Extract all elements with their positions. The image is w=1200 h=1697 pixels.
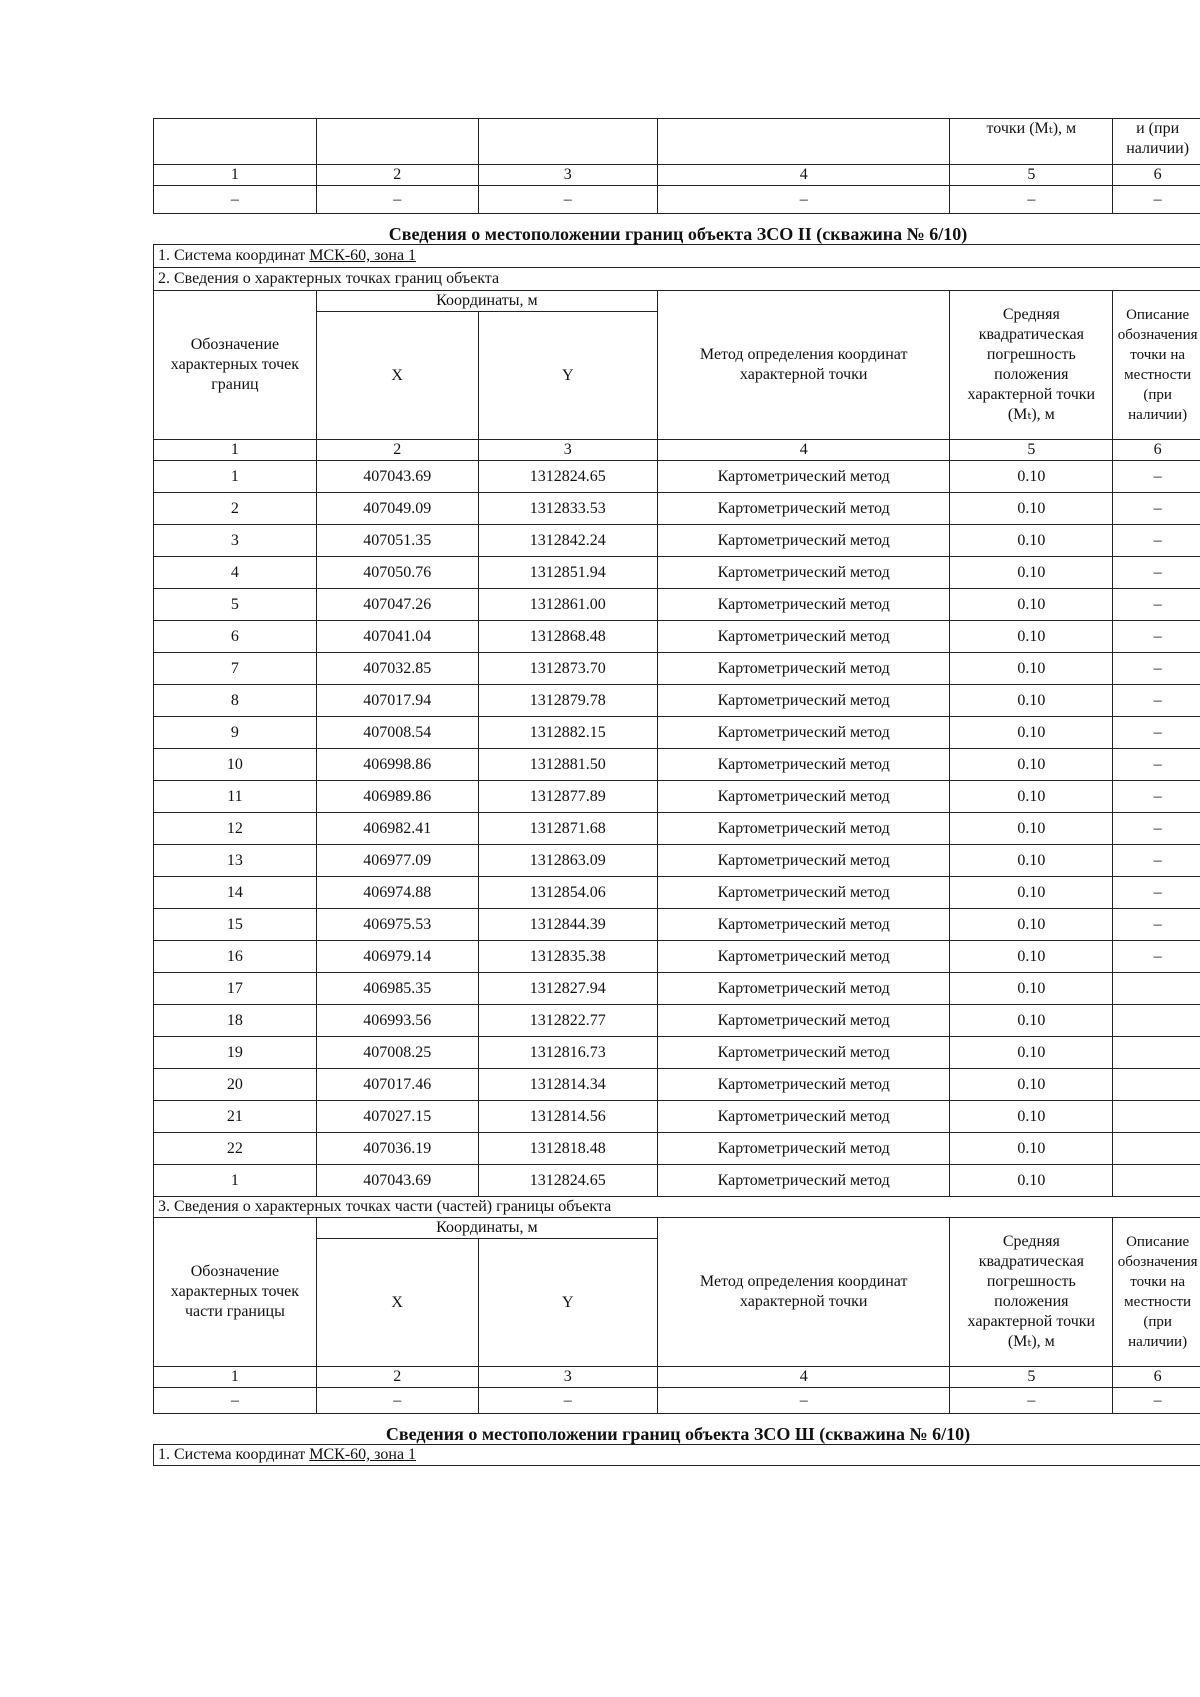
cell-method: Картометрический метод (657, 1069, 949, 1101)
cell-err: 0.10 (950, 589, 1113, 621)
cell-method: Картометрический метод (657, 845, 949, 877)
points-heading: 2. Сведения о характерных точках границ объекта (154, 268, 1200, 291)
table-row (154, 1037, 1200, 1069)
cell-x: 406993.56 (316, 1005, 478, 1037)
cell-y: 1312833.53 (478, 493, 657, 525)
table-row (154, 941, 1200, 973)
parts-y-header: Y (478, 1239, 657, 1367)
cell-n: 22 (154, 1133, 317, 1165)
cell-desc: – (1113, 941, 1200, 973)
cell-n: 11 (154, 781, 317, 813)
coord-system-line-zso3: 1. Система координат МСК-60, зона 1 (154, 1445, 1200, 1466)
table-row (154, 813, 1200, 845)
parts-heading: 3. Сведения о характерных точках части (частей) границы объекта (154, 1197, 1200, 1218)
table-row (154, 621, 1200, 653)
cell-x: 406975.53 (316, 909, 478, 941)
cell-y: 1312851.94 (478, 557, 657, 589)
cell-err: 0.10 (950, 1037, 1113, 1069)
cell-desc (1113, 1037, 1200, 1069)
table-row (154, 1133, 1200, 1165)
cell-err: 0.10 (950, 1005, 1113, 1037)
cell-x: 407043.69 (316, 461, 478, 493)
cell-method: Картометрический метод (657, 621, 949, 653)
cell-x: 406982.41 (316, 813, 478, 845)
cell-y: 1312822.77 (478, 1005, 657, 1037)
top-dash-row: – – – – – – (154, 186, 1200, 214)
cell-desc (1113, 1101, 1200, 1133)
cell-x: 406974.88 (316, 877, 478, 909)
parts-dash-row: – – – – – – (154, 1388, 1200, 1414)
cell-method: Картометрический метод (657, 909, 949, 941)
cell-n: 3 (154, 525, 317, 557)
table-row (154, 909, 1200, 941)
table-row (154, 1101, 1200, 1133)
cell-n: 5 (154, 589, 317, 621)
table-row (154, 717, 1200, 749)
cell-n: 16 (154, 941, 317, 973)
table-row (154, 749, 1200, 781)
top-header-row (154, 119, 1200, 165)
boundaries-table (153, 118, 1200, 1466)
cell-desc: – (1113, 749, 1200, 781)
cell-n: 10 (154, 749, 317, 781)
table-row (154, 653, 1200, 685)
cell-n: 20 (154, 1069, 317, 1101)
cell-x: 407043.69 (316, 1165, 478, 1197)
column-number-row: 1 2 3 4 5 6 (154, 440, 1200, 461)
cell-x: 407049.09 (316, 493, 478, 525)
designation-header: Обозначение характерных точек границ (154, 291, 317, 440)
cell-err: 0.10 (950, 621, 1113, 653)
cell-method: Картометрический метод (657, 1101, 949, 1133)
cell-method: Картометрический метод (657, 525, 949, 557)
cell-method: Картометрический метод (657, 877, 949, 909)
cell-err: 0.10 (950, 813, 1113, 845)
cell-desc (1113, 1165, 1200, 1197)
cell-n: 4 (154, 557, 317, 589)
cell-x: 407008.54 (316, 717, 478, 749)
top-number-row: 1 2 3 4 5 6 (154, 165, 1200, 186)
cell-err: 0.10 (950, 1069, 1113, 1101)
cell-err: 0.10 (950, 1165, 1113, 1197)
parts-coords-header: Координаты, м (316, 1218, 657, 1239)
cell-x: 407017.94 (316, 685, 478, 717)
cell-desc: – (1113, 781, 1200, 813)
cell-n: 18 (154, 1005, 317, 1037)
cell-x: 406989.86 (316, 781, 478, 813)
cell-n: 12 (154, 813, 317, 845)
cell-method: Картометрический метод (657, 653, 949, 685)
cell-x: 406985.35 (316, 973, 478, 1005)
cell-y: 1312816.73 (478, 1037, 657, 1069)
cell-x: 407008.25 (316, 1037, 478, 1069)
cell-desc: – (1113, 493, 1200, 525)
y-header: Y (478, 312, 657, 440)
section-title-zso3: Сведения о местоположении границ объекта ЗСО Ш (скважина № 6/10) (154, 1414, 1200, 1445)
cell-x: 407041.04 (316, 621, 478, 653)
cell-y: 1312814.56 (478, 1101, 657, 1133)
cell-method: Картометрический метод (657, 493, 949, 525)
cell-desc: – (1113, 909, 1200, 941)
cell-err: 0.10 (950, 1133, 1113, 1165)
parts-error-header: Средняя квадратическая погрешность положения характерной точки (Mₜ), м (950, 1218, 1113, 1367)
cell-method: Картометрический метод (657, 685, 949, 717)
coord-system-value-zso3: МСК-60, зона 1 (309, 1446, 417, 1463)
table-row (154, 461, 1200, 493)
cell-desc: – (1113, 717, 1200, 749)
coord-system-value: МСК-60, зона 1 (309, 247, 417, 264)
parts-description-header: Описание обозначения точки на местности (при наличии) (1113, 1218, 1200, 1367)
cell-y: 1312814.34 (478, 1069, 657, 1101)
cell-desc: – (1113, 685, 1200, 717)
cell-n: 14 (154, 877, 317, 909)
table-row (154, 525, 1200, 557)
cell-y: 1312835.38 (478, 941, 657, 973)
cell-desc: – (1113, 557, 1200, 589)
cell-x: 407051.35 (316, 525, 478, 557)
cell-desc: – (1113, 813, 1200, 845)
cell-method: Картометрический метод (657, 461, 949, 493)
cell-err: 0.10 (950, 781, 1113, 813)
cell-n: 19 (154, 1037, 317, 1069)
cell-desc: – (1113, 621, 1200, 653)
cell-err: 0.10 (950, 557, 1113, 589)
cell-method: Картометрический метод (657, 1005, 949, 1037)
cell-method: Картометрический метод (657, 1165, 949, 1197)
cell-err: 0.10 (950, 845, 1113, 877)
cell-x: 407032.85 (316, 653, 478, 685)
cell-y: 1312854.06 (478, 877, 657, 909)
top-error-header: точки (Mₜ), м (950, 119, 1113, 165)
cell-desc (1113, 973, 1200, 1005)
table-row (154, 557, 1200, 589)
cell-n: 17 (154, 973, 317, 1005)
cell-x: 407027.15 (316, 1101, 478, 1133)
cell-y: 1312877.89 (478, 781, 657, 813)
cell-desc: – (1113, 653, 1200, 685)
parts-designation-header: Обозначение характерных точек части границы (154, 1218, 317, 1367)
section-title-zso2: Сведения о местоположении границ объекта ЗСО II (скважина № 6/10) (154, 214, 1200, 245)
cell-n: 2 (154, 493, 317, 525)
cell-x: 406998.86 (316, 749, 478, 781)
cell-y: 1312844.39 (478, 909, 657, 941)
table-row (154, 973, 1200, 1005)
cell-err: 0.10 (950, 685, 1113, 717)
error-header: Средняя квадратическая погрешность положения характерной точки (Mₜ), м (950, 291, 1113, 440)
cell-y: 1312871.68 (478, 813, 657, 845)
cell-err: 0.10 (950, 653, 1113, 685)
document-page (153, 118, 1200, 1466)
coord-system-line: 1. Система координат МСК-60, зона 1 (154, 245, 1200, 268)
cell-y: 1312882.15 (478, 717, 657, 749)
cell-method: Картометрический метод (657, 813, 949, 845)
cell-err: 0.10 (950, 877, 1113, 909)
table-row (154, 1165, 1200, 1197)
cell-desc (1113, 1005, 1200, 1037)
table-row (154, 877, 1200, 909)
cell-x: 407050.76 (316, 557, 478, 589)
cell-n: 21 (154, 1101, 317, 1133)
cell-method: Картометрический метод (657, 589, 949, 621)
table-row (154, 685, 1200, 717)
cell-err: 0.10 (950, 525, 1113, 557)
cell-n: 1 (154, 1165, 317, 1197)
cell-x: 406977.09 (316, 845, 478, 877)
parts-x-header: X (316, 1239, 478, 1367)
cell-err: 0.10 (950, 493, 1113, 525)
cell-desc: – (1113, 525, 1200, 557)
description-header: Описание обозначения точки на местности (при наличии) (1113, 291, 1200, 440)
cell-desc: – (1113, 461, 1200, 493)
cell-n: 13 (154, 845, 317, 877)
points-body (154, 461, 1200, 1197)
cell-method: Картометрический метод (657, 941, 949, 973)
cell-y: 1312881.50 (478, 749, 657, 781)
cell-desc (1113, 1133, 1200, 1165)
cell-x: 406979.14 (316, 941, 478, 973)
cell-n: 7 (154, 653, 317, 685)
cell-x: 407036.19 (316, 1133, 478, 1165)
cell-desc: – (1113, 877, 1200, 909)
cell-method: Картометрический метод (657, 781, 949, 813)
cell-err: 0.10 (950, 1101, 1113, 1133)
cell-y: 1312873.70 (478, 653, 657, 685)
cell-method: Картометрический метод (657, 973, 949, 1005)
cell-y: 1312827.94 (478, 973, 657, 1005)
cell-y: 1312861.00 (478, 589, 657, 621)
cell-n: 8 (154, 685, 317, 717)
cell-err: 0.10 (950, 909, 1113, 941)
cell-desc: – (1113, 845, 1200, 877)
cell-n: 15 (154, 909, 317, 941)
cell-method: Картометрический метод (657, 717, 949, 749)
cell-y: 1312824.65 (478, 1165, 657, 1197)
cell-method: Картометрический метод (657, 1037, 949, 1069)
table-row (154, 589, 1200, 621)
cell-n: 9 (154, 717, 317, 749)
cell-y: 1312824.65 (478, 461, 657, 493)
cell-method: Картометрический метод (657, 1133, 949, 1165)
table-row (154, 1069, 1200, 1101)
cell-y: 1312868.48 (478, 621, 657, 653)
cell-y: 1312818.48 (478, 1133, 657, 1165)
coords-header: Координаты, м (316, 291, 657, 312)
cell-err: 0.10 (950, 973, 1113, 1005)
x-header: X (316, 312, 478, 440)
parts-method-header: Метод определения координат характерной точки (657, 1218, 949, 1367)
cell-method: Картометрический метод (657, 557, 949, 589)
table-row (154, 845, 1200, 877)
cell-n: 1 (154, 461, 317, 493)
top-description-header: и (при наличии) (1113, 119, 1200, 165)
table-row (154, 493, 1200, 525)
cell-err: 0.10 (950, 461, 1113, 493)
parts-number-row: 1 2 3 4 5 6 (154, 1367, 1200, 1388)
method-header: Метод определения координат характерной точки (657, 291, 949, 440)
cell-n: 6 (154, 621, 317, 653)
cell-method: Картометрический метод (657, 749, 949, 781)
table-row (154, 781, 1200, 813)
cell-err: 0.10 (950, 941, 1113, 973)
cell-desc: – (1113, 589, 1200, 621)
cell-y: 1312879.78 (478, 685, 657, 717)
cell-err: 0.10 (950, 717, 1113, 749)
cell-y: 1312863.09 (478, 845, 657, 877)
table-row (154, 1005, 1200, 1037)
cell-y: 1312842.24 (478, 525, 657, 557)
cell-x: 407017.46 (316, 1069, 478, 1101)
cell-desc (1113, 1069, 1200, 1101)
cell-err: 0.10 (950, 749, 1113, 781)
cell-x: 407047.26 (316, 589, 478, 621)
